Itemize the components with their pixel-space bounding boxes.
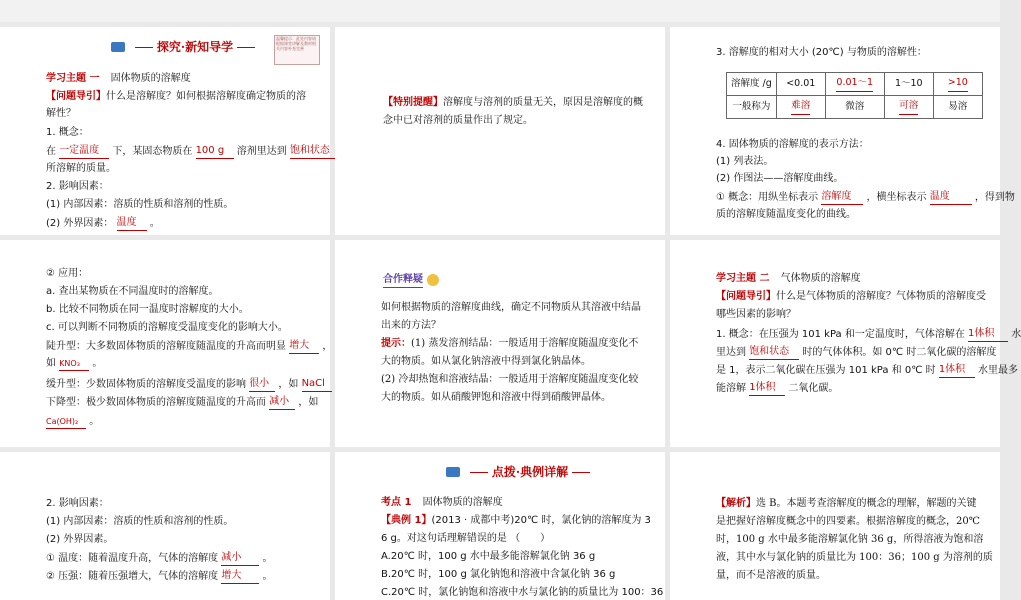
answer-blank: 温度 [117, 215, 147, 231]
gas-concept-2 [716, 344, 996, 360]
text-segment: 二氧化碳。 [788, 383, 839, 394]
slide-8[interactable] [335, 452, 665, 600]
section-banner [110, 37, 260, 57]
app-b: b. 比较不同物质在同一温度时溶解度的大小。 [46, 304, 249, 315]
answer-blank: 可溶 [899, 99, 918, 114]
steep-type [46, 338, 332, 354]
text-segment: ，如 [298, 397, 319, 408]
answer-blank: 很小 [249, 376, 275, 392]
factor-heading: 2. 影响因素： [46, 498, 109, 509]
hint-line [381, 336, 638, 351]
factor-pressure [46, 568, 273, 584]
table-row [727, 96, 983, 119]
factor-internal: (1) 内部因素：溶质的性质和溶剂的性质。 [46, 199, 234, 210]
slide-4[interactable] [0, 240, 333, 447]
banner-title: 点拨·典例详解 [491, 465, 569, 479]
top-strip [0, 0, 1000, 22]
answer-blank: 增大 [221, 568, 259, 584]
method-graph: (2) 作图法——溶解度曲线。 [716, 173, 844, 184]
guide-question: 什么是溶解度？如何根据溶解度确定物质的溶 [106, 91, 306, 102]
table-row [727, 73, 983, 96]
guide-question-2: 解性？ [46, 108, 76, 119]
analysis-line-4: 液，其中水与氯化钠的质量比为 100：36；100 g 为溶剂的质 [716, 552, 993, 563]
example-label: 【典例 1】 [381, 515, 432, 526]
answer-blank: NaCl [302, 376, 332, 392]
text-segment: 能溶解 [716, 383, 746, 394]
table-cell: 溶解度 /g [727, 73, 777, 96]
app-a: a. 查出某物质在不同温度时的溶解度。 [46, 286, 219, 297]
answer-blank: 1体积 [749, 380, 785, 396]
answer-blank: 溶解度 [821, 189, 863, 205]
app-heading: ② 应用： [46, 268, 89, 279]
text-segment: 陡升型：大多数固体物质的溶解度随温度的升高而明显 [46, 341, 286, 352]
text-segment: ① 概念：用纵坐标表示 [716, 192, 819, 203]
topic-title: 气体物质的溶解度 [780, 273, 861, 284]
tip-line [383, 95, 643, 110]
text-segment: ，得到物 [974, 192, 1015, 203]
topic-label: 学习主题 二 [716, 273, 770, 284]
hint-label: 提示： [381, 338, 411, 349]
slide-9[interactable] [670, 452, 1000, 600]
gas-concept [716, 326, 1021, 342]
hint-line-2: 大的物质。如从氯化钠溶液中得到氯化钠晶体。 [381, 356, 591, 367]
example-text-2: 6 g。对这句话理解错误的是 （ ） [381, 533, 551, 544]
coop-banner [383, 272, 439, 288]
option-b: B.20℃ 时，100 g 氯化钠饱和溶液中含氯化钠 36 g [381, 569, 616, 580]
banner-line-right [572, 472, 590, 473]
topic-title: 固体物质的溶解度 [110, 73, 191, 84]
slide-1[interactable] [0, 27, 330, 235]
table-cell [884, 96, 933, 119]
banner-line-right [237, 47, 255, 48]
table-cell [933, 73, 982, 96]
hint-line-3: (2) 冷却热饱和溶液结晶：一般适用于溶解度随温度变化较 [381, 374, 639, 385]
app-c: c. 可以判断不同物质的溶解度受温度变化的影响大小。 [46, 322, 288, 333]
text-segment: ，横坐标表示 [866, 192, 927, 203]
question-line: 如何根据物质的溶解度曲线，确定不同物质从其溶液中结晶 [381, 302, 641, 313]
analysis-line-2: 是把握好溶解度概念中的四要素。根据溶解度的概念，20℃ [716, 516, 980, 527]
answer-blank: 100 g [196, 143, 234, 159]
table-cell: 一般称为 [727, 96, 777, 119]
text-segment: ② 压强：随着压强增大，气体的溶解度 [46, 571, 219, 582]
method-list: (1) 列表法。 [716, 156, 774, 167]
text-segment: 。 [149, 218, 160, 229]
analysis-label: 【解析】 [716, 498, 756, 509]
tip-label: 【特别提醒】 [383, 97, 443, 108]
table-cell [776, 96, 825, 119]
hint-line-4: 大的物质。如从硝酸钾饱和溶液中得到硝酸钾晶体。 [381, 392, 611, 403]
topic-heading [716, 271, 861, 286]
banner-line-left [470, 472, 488, 473]
table-cell: <0.01 [776, 73, 825, 96]
book-icon [446, 467, 460, 477]
table-cell [825, 73, 884, 96]
slide-7[interactable] [0, 452, 330, 600]
factor-external: (2) 外界因素。 [46, 534, 114, 545]
answer-blank: 减小 [269, 394, 295, 410]
text-segment: 。 [92, 358, 103, 369]
banner-line-left [135, 47, 153, 48]
book-icon [111, 42, 125, 52]
text-segment: 如 [46, 358, 56, 369]
section-banner [445, 462, 595, 482]
topic-heading [46, 71, 191, 86]
kaodian-heading [381, 495, 503, 510]
text-segment: 里达到 [716, 347, 746, 358]
analysis-line-3: 时，100 g 水中最多能溶解氯化钠 36 g，所得溶液为饱和溶 [716, 534, 984, 545]
slow-type [46, 376, 345, 392]
slide-3[interactable] [670, 27, 1015, 235]
answer-blank: 饱和状态 [290, 143, 346, 159]
text-segment: 下，某固态物质在 [112, 146, 193, 157]
text-segment: 溶剂里达到 [236, 146, 287, 157]
curve-concept [716, 189, 1015, 205]
text-segment: 。 [262, 553, 273, 564]
answer-blank: 减小 [221, 550, 259, 566]
question-line-2: 出来的方法？ [381, 320, 441, 331]
text-segment: 在 [46, 146, 56, 157]
factor-heading: 2. 影响因素： [46, 181, 109, 192]
concept-line [46, 143, 359, 159]
slide-6[interactable] [670, 240, 1021, 447]
factor-temperature [46, 550, 273, 566]
text-segment: 水里最多 [978, 365, 1018, 376]
guide-line [716, 289, 986, 304]
text-segment: ，如 [278, 379, 299, 390]
solubility-heading: 3. 溶解度的相对大小 (20℃) 与物质的溶解性： [716, 47, 927, 58]
steep-example [46, 356, 102, 371]
decline-example [46, 414, 99, 429]
answer-blank: 1体积 [968, 326, 1008, 342]
answer-blank: 饱和状态 [749, 344, 799, 360]
answer-blank: 一定温度 [59, 143, 109, 159]
guide-label: 【问题导引】 [716, 291, 776, 302]
analysis-text: 选 B。本题考查溶解度的概念的理解，解题的关键 [756, 498, 977, 509]
factor-external [46, 215, 160, 231]
text-segment: 是 1，表示二氧化碳在压强为 101 kPa 和 0℃ 时 [716, 365, 936, 376]
example-text: (2013 · 成都中考)20℃ 时，氯化钠的溶解度为 3 [431, 515, 651, 526]
table-cell: 1～10 [884, 73, 933, 96]
example-line [381, 513, 651, 528]
answer-blank: >10 [948, 76, 968, 91]
topic-label: 学习主题 一 [46, 73, 100, 84]
text-segment: 缓升型：少数固体物质的溶解度受温度的影响 [46, 379, 246, 390]
analysis-line [716, 496, 977, 511]
answer-blank: 增大 [289, 338, 319, 354]
guide-question-2: 哪些因素的影响？ [716, 309, 796, 320]
tip-text: 溶解度与溶剂的质量无关，原因是溶解度的概 [443, 97, 643, 108]
option-c: C.20℃ 时，氯化钠饱和溶液中水与氯化钠的质量比为 100：36 [381, 587, 664, 598]
text-segment: (2) 外界因素： [46, 218, 114, 229]
text-segment: ① 温度：随着温度升高，气体的溶解度 [46, 553, 219, 564]
text-segment: (1) 蒸发溶剂结晶：一般适用于溶解度随温度变化不 [411, 338, 639, 349]
banner-title: 探究·新知导学 [156, 40, 234, 54]
option-a: A.20℃ 时，100 g 水中最多能溶解氯化钠 36 g [381, 551, 596, 562]
guide-line [46, 89, 306, 104]
coop-label: 合作释疑 [383, 272, 423, 288]
kaodian-title: 固体物质的溶解度 [422, 497, 503, 508]
lightbulb-icon [427, 274, 439, 286]
gas-concept-3 [716, 362, 1018, 378]
text-segment: 。 [262, 571, 273, 582]
slide-5[interactable] [335, 240, 665, 447]
concept-heading: 1. 概念： [46, 127, 89, 138]
answer-blank: 温度 [930, 189, 972, 205]
text-segment: ， [322, 341, 333, 352]
text-segment: 水 [1011, 329, 1021, 340]
gas-concept-4 [716, 380, 838, 396]
answer-blank: 难溶 [791, 99, 810, 114]
kaodian-label: 考点 1 [381, 497, 412, 508]
text-segment: 。 [89, 416, 100, 427]
answer-blank: 1体积 [939, 362, 975, 378]
factor-internal: (1) 内部因素：溶质的性质和溶剂的性质。 [46, 516, 234, 527]
answer-blank: 0.01～1 [836, 76, 873, 91]
text-segment: 下降型：极少数固体物质的溶解度随温度的升高而 [46, 397, 266, 408]
text-segment: 1. 概念：在压强为 101 kPa 和一定温度时，气体溶解在 [716, 329, 965, 340]
tip-text-2: 念中已对溶剂的质量作出了规定。 [383, 115, 533, 126]
guide-label: 【问题导引】 [46, 91, 106, 102]
text-segment: 时的气体体积。如 0℃ 时二氧化碳的溶解度 [802, 347, 997, 358]
concept-line-2: 所溶解的质量。 [46, 163, 116, 174]
table-cell: 易溶 [933, 96, 982, 119]
solubility-table [726, 72, 983, 119]
methods-heading: 4. 固体物质的溶解度的表示方法： [716, 139, 869, 150]
decline-type [46, 394, 318, 410]
slide-2[interactable] [335, 27, 665, 235]
tip-box: 温馨提示：此处内容请根据课堂讲解及教材相关内容补充完善 [274, 35, 320, 65]
curve-concept-2: 质的溶解度随温度变化的曲线。 [716, 209, 856, 220]
table-cell: 微溶 [825, 96, 884, 119]
answer-blank: Ca(OH)₂ [46, 416, 86, 429]
analysis-line-5: 量，而不是溶液的质量。 [716, 570, 826, 581]
guide-question: 什么是气体物质的溶解度？气体物质的溶解度受 [776, 291, 986, 302]
answer-blank: KNO₃ [59, 358, 89, 371]
